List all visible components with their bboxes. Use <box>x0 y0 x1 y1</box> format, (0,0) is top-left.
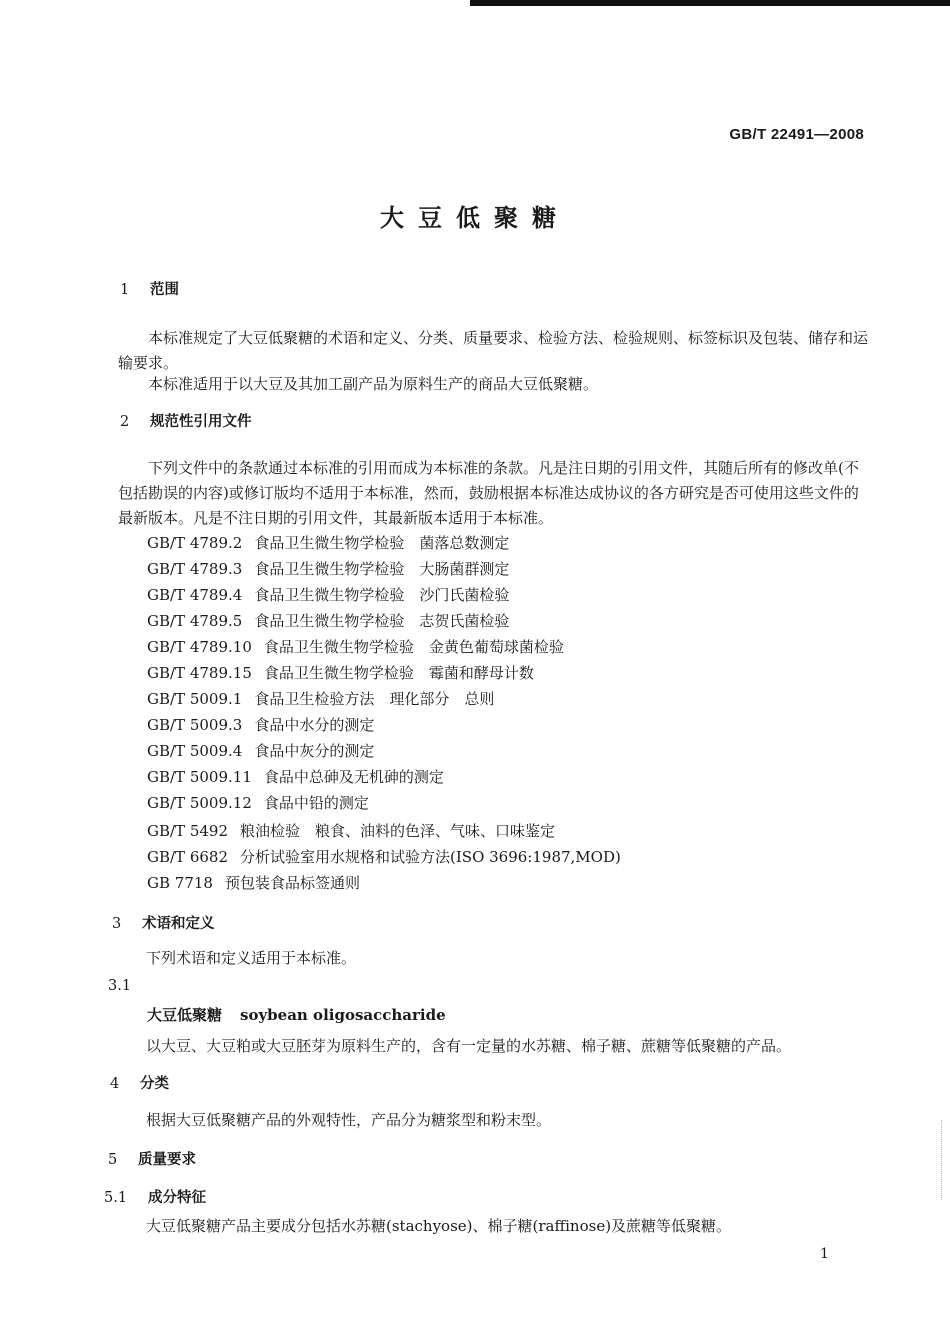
term-definition: 以大豆、大豆粕或大豆胚芽为原料生产的，含有一定量的水苏糖、棉子糖、蔗糖等低聚糖的产品。 <box>146 1037 792 1055</box>
section-1-paragraph-1: 本标准规定了大豆低聚糖的术语和定义、分类、质量要求、检验方法、检验规则、标签标识及包装、储存和运输要求。 <box>118 329 869 372</box>
reference-code: GB/T 5492 <box>147 822 229 840</box>
reference-item <box>147 740 374 761</box>
reference-code: GB/T 4789.10 <box>147 638 252 656</box>
top-border-rule <box>470 0 950 6</box>
reference-item <box>147 820 555 841</box>
section-title: 术语和定义 <box>142 916 215 932</box>
subsection-3-1-number: 3.1 <box>108 978 132 994</box>
section-title: 分类 <box>140 1076 169 1092</box>
section-2-paragraph-1: 下列文件中的条款通过本标准的引用而成为本标准的条款。凡是注日期的引用文件，其随后所有的修改单(不包括勘误的内容)或修订版均不适用于本标准，然而，鼓励根据本标准达成协议的各方研究是否可使用这些文件的最新版本。凡是不注日期的引用文件，其最新版本适用于本标准。 <box>118 459 859 527</box>
section-number: 5 <box>108 1152 118 1168</box>
section-number: 3 <box>112 916 122 932</box>
section-number: 2 <box>120 414 130 430</box>
section-number: 1 <box>120 282 130 298</box>
reference-title: 食品卫生微生物学检验 沙门氏菌检验 <box>254 586 510 604</box>
reference-title: 食品卫生微生物学检验 金黄色葡萄球菌检验 <box>263 638 564 656</box>
reference-title: 分析试验室用水规格和试验方法(ISO 3696:1987,MOD) <box>240 848 621 866</box>
reference-item <box>147 872 360 893</box>
reference-item <box>147 792 369 813</box>
term-entry <box>147 1004 446 1025</box>
reference-item <box>147 610 509 631</box>
reference-title: 食品卫生微生物学检验 菌落总数测定 <box>254 534 510 552</box>
section-4-paragraph-1: 根据大豆低聚糖产品的外观特性，产品分为糖浆型和粉末型。 <box>146 1111 552 1129</box>
reference-title: 预包装食品标签通则 <box>224 874 360 892</box>
section-1-heading <box>120 278 179 299</box>
reference-title: 食品卫生微生物学检验 大肠菌群测定 <box>254 560 510 578</box>
reference-code: GB/T 5009.11 <box>147 768 252 786</box>
page-number: 1 <box>820 1246 829 1262</box>
reference-item <box>147 584 509 605</box>
reference-item <box>147 766 444 787</box>
section-5-1-paragraph-1: 大豆低聚糖产品主要成分包括水苏糖(stachyose)、棉子糖(raffinose)及蔗糖等低聚糖。 <box>146 1217 732 1235</box>
reference-item <box>147 558 509 579</box>
reference-title: 食品卫生检验方法 理化部分 总则 <box>254 690 495 708</box>
reference-title: 食品中水分的测定 <box>254 716 375 734</box>
reference-title: 食品卫生微生物学检验 霉菌和酵母计数 <box>263 664 534 682</box>
reference-title: 食品卫生微生物学检验 志贺氏菌检验 <box>254 612 510 630</box>
section-3-paragraph-1: 下列术语和定义适用于本标准。 <box>146 949 357 967</box>
standard-number: GB/T 22491—2008 <box>729 126 864 143</box>
reference-code: GB/T 4789.15 <box>147 664 252 682</box>
reference-title: 食品中灰分的测定 <box>254 742 375 760</box>
reference-code: GB 7718 <box>147 874 213 892</box>
reference-item <box>147 636 564 657</box>
section-title: 质量要求 <box>138 1152 196 1168</box>
section-title: 规范性引用文件 <box>150 414 252 430</box>
reference-code: GB/T 4789.4 <box>147 586 243 604</box>
section-title: 范围 <box>150 282 179 298</box>
reference-code: GB/T 5009.3 <box>147 716 243 734</box>
document-title: 大豆低聚糖 <box>380 204 570 232</box>
reference-title: 食品中铅的测定 <box>263 794 369 812</box>
reference-code: GB/T 4789.2 <box>147 534 243 552</box>
reference-item <box>147 532 509 553</box>
reference-title: 粮油检验 粮食、油料的色泽、气味、口味鉴定 <box>240 822 556 840</box>
section-3-heading <box>112 912 215 933</box>
reference-code: GB/T 5009.12 <box>147 794 252 812</box>
section-number: 4 <box>110 1076 120 1092</box>
reference-code: GB/T 6682 <box>147 848 229 866</box>
section-5-heading <box>108 1148 196 1169</box>
section-1-paragraph-2: 本标准适用于以大豆及其加工副产品为原料生产的商品大豆低聚糖。 <box>148 375 599 393</box>
reference-code: GB/T 4789.3 <box>147 560 243 578</box>
subsection-5-1-heading <box>104 1186 206 1207</box>
section-4-heading <box>110 1072 169 1093</box>
section-2-heading <box>120 410 252 431</box>
reference-code: GB/T 4789.5 <box>147 612 243 630</box>
reference-title: 食品中总砷及无机砷的测定 <box>263 768 444 786</box>
reference-code: GB/T 5009.1 <box>147 690 243 708</box>
reference-code: GB/T 5009.4 <box>147 742 243 760</box>
term-chinese: 大豆低聚糖 <box>147 1006 223 1024</box>
subsection-title: 成分特征 <box>148 1190 206 1206</box>
reference-item <box>147 688 494 709</box>
term-english: soybean oligosaccharide <box>240 1006 446 1024</box>
reference-item <box>147 662 534 683</box>
subsection-number: 5.1 <box>104 1190 128 1206</box>
reference-item <box>147 846 621 867</box>
reference-item <box>147 714 374 735</box>
margin-scan-marks <box>941 1120 943 1200</box>
